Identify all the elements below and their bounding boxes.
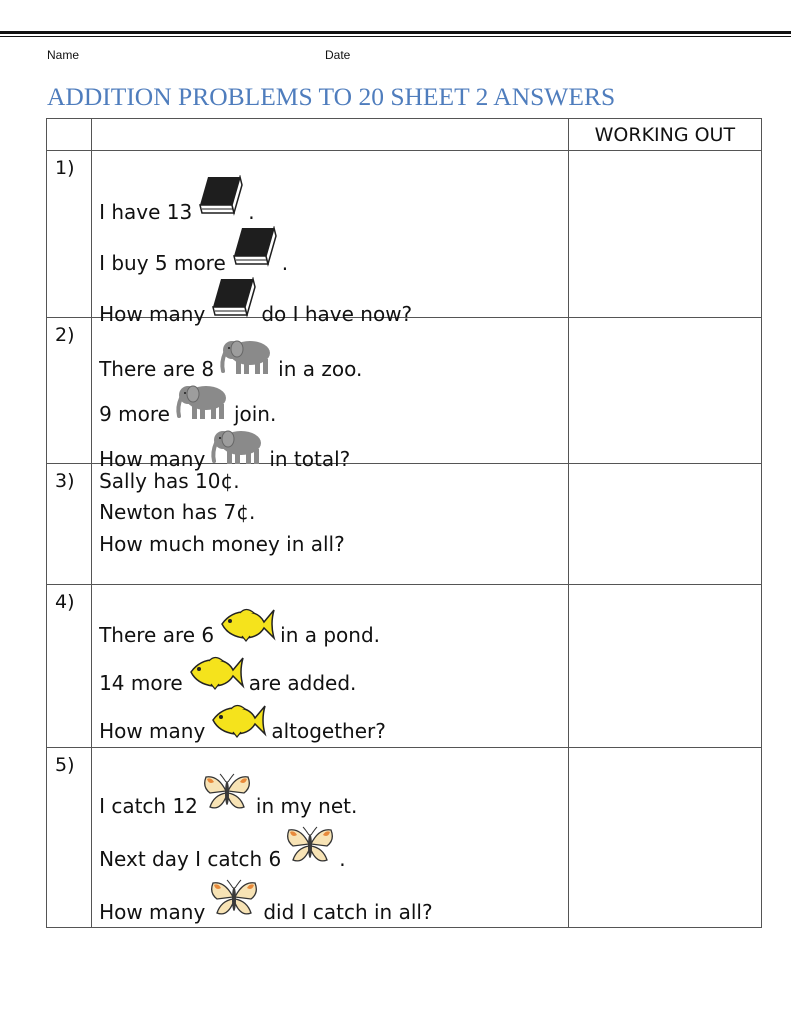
working-out-cell[interactable] (568, 748, 761, 928)
working-out-cell[interactable] (568, 318, 761, 464)
header-blank-number (47, 119, 92, 151)
problem-row (47, 585, 762, 748)
problem-number: 1) (47, 151, 92, 318)
line-text-after: are added. (248, 671, 357, 695)
butterfly-icon (202, 773, 252, 818)
line-text-after: in total? (269, 447, 351, 471)
line-text-after: join. (233, 402, 277, 426)
worksheet-title: ADDITION PROBLEMS TO 20 SHEET 2 ANSWERS (47, 82, 616, 111)
line-text-after: in a zoo. (278, 357, 363, 381)
problem-number: 5) (47, 748, 92, 928)
line-text-after: altogether? (271, 719, 386, 743)
line-text-before: 14 more (99, 671, 183, 695)
problem-row (47, 748, 762, 928)
problem-row (47, 151, 762, 318)
line-text-after: in a pond. (280, 623, 381, 647)
book-icon (196, 175, 244, 224)
problem-line: How much money in all? (99, 532, 345, 556)
elephant-icon (218, 336, 274, 381)
date-label: Date (325, 48, 351, 62)
top-rule-thick (0, 31, 791, 34)
fish-icon (218, 606, 276, 647)
problem-line (99, 826, 346, 871)
problem-line (99, 606, 380, 647)
name-label: Name (47, 48, 80, 62)
problem-line (99, 336, 362, 381)
problem-text (92, 748, 569, 928)
line-text-after: . (248, 200, 255, 224)
line-text-before: I catch 12 (99, 794, 198, 818)
fish-icon (209, 702, 267, 743)
line-text-after: . (281, 251, 289, 275)
line-text-before: How many (99, 447, 206, 471)
book-icon (230, 226, 278, 275)
problem-line (99, 654, 356, 695)
problem-text (92, 318, 569, 471)
line-text-after: do I have now? (261, 302, 413, 326)
problem-number: 2) (47, 318, 92, 464)
problem-row (47, 464, 762, 585)
line-text-before: I have 13 (99, 200, 193, 224)
header-blank-question (92, 119, 569, 151)
line-text-after: . (339, 847, 346, 871)
problem-line (99, 773, 357, 818)
problem-row (47, 318, 762, 464)
working-out-cell[interactable] (568, 151, 761, 318)
line-text-before: 9 more (99, 402, 170, 426)
butterfly-icon (209, 879, 259, 924)
problems-table (46, 118, 762, 928)
problem-text (92, 585, 569, 748)
top-rule-thin (0, 36, 791, 37)
problem-line: Newton has 7¢. (99, 500, 256, 524)
problem-number: 4) (47, 585, 92, 748)
problem-line (99, 381, 276, 426)
working-out-cell[interactable] (568, 585, 761, 748)
problem-number: 3) (47, 464, 92, 585)
problem-line (99, 226, 288, 275)
problem-line (99, 175, 255, 224)
working-out-header: WORKING OUT (568, 119, 761, 151)
line-text-before: How many (99, 719, 206, 743)
problem-line (99, 702, 386, 743)
problem-line (99, 879, 433, 924)
problem-text (92, 151, 569, 326)
line-text-after: in my net. (255, 794, 358, 818)
table-header-row (47, 119, 762, 151)
problem-line: Sally has 10¢. (99, 469, 240, 493)
line-text-before: There are 6 (99, 623, 215, 647)
line-text-before: How many (99, 302, 206, 326)
line-text-before: I buy 5 more (99, 251, 226, 275)
line-text-after: did I catch in all? (263, 900, 433, 924)
elephant-icon (174, 381, 230, 426)
butterfly-icon (285, 826, 335, 871)
working-out-cell[interactable] (568, 464, 761, 585)
line-text-before: How many (99, 900, 206, 924)
fish-icon (187, 654, 245, 695)
problem-text (92, 464, 569, 585)
line-text-before: There are 8 (99, 357, 215, 381)
line-text-before: Next day I catch 6 (99, 847, 282, 871)
